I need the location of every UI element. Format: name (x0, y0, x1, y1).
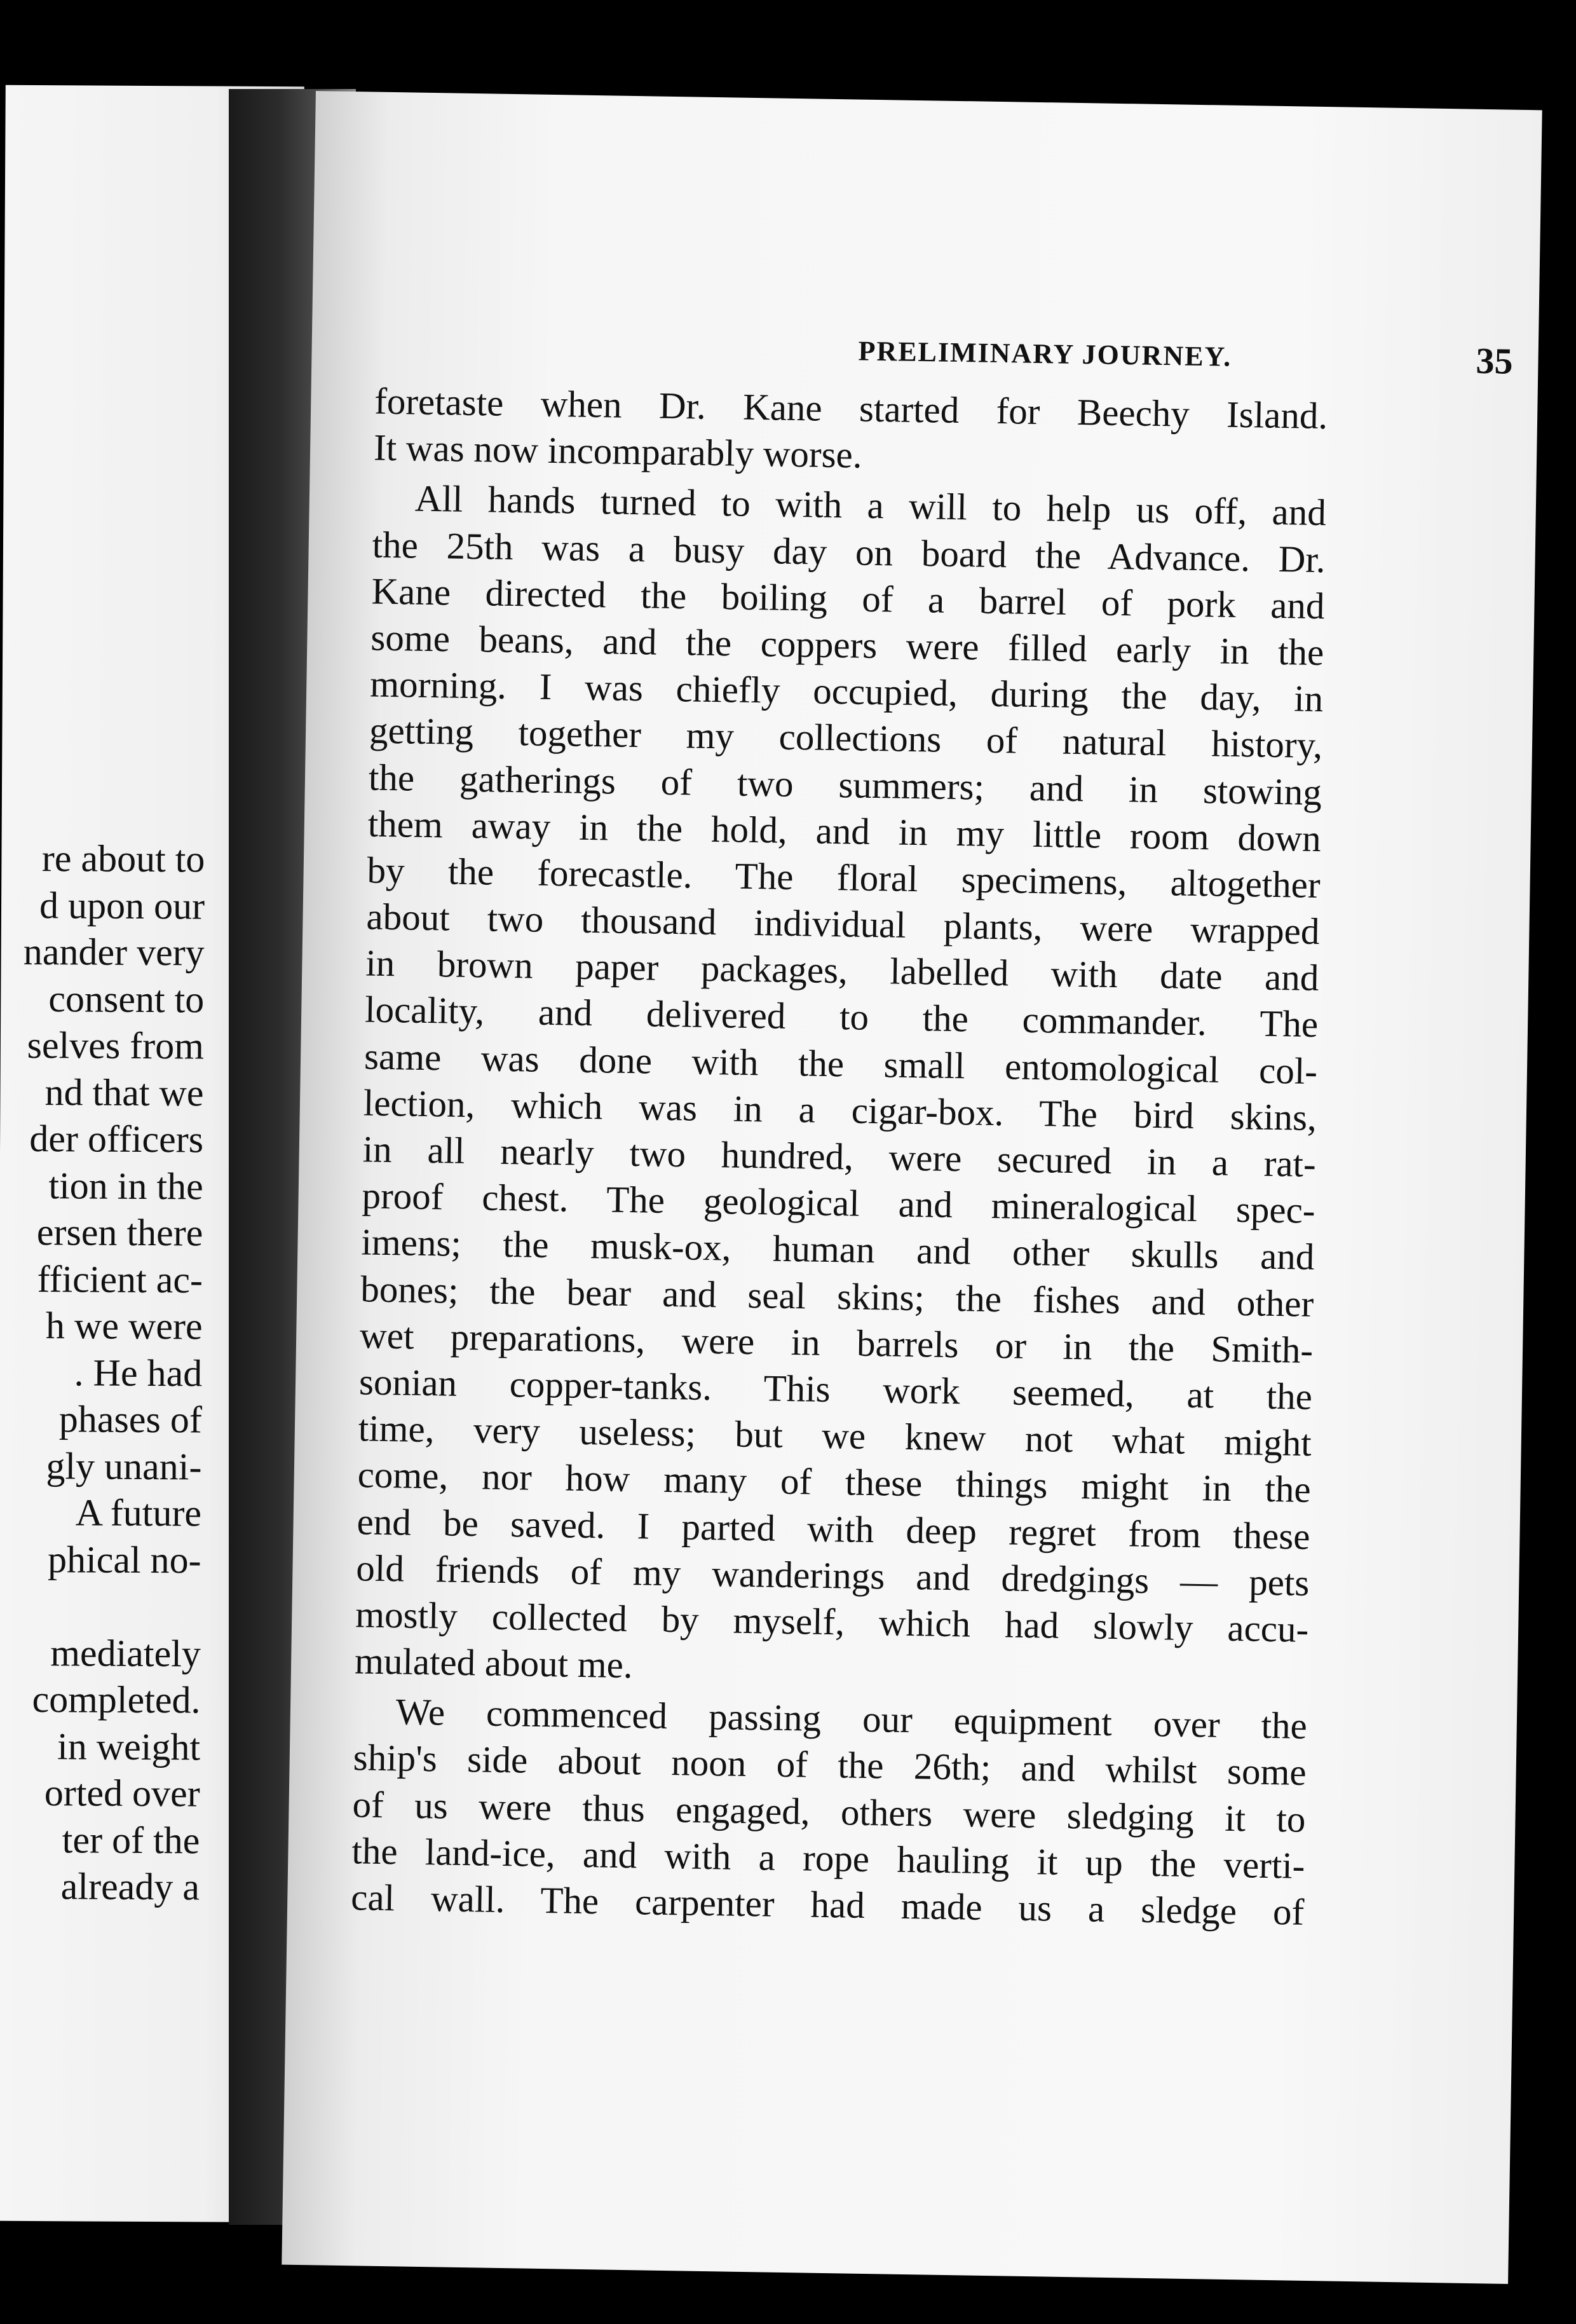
text-line: come, nor how many of these things might in the (357, 1453, 1312, 1511)
text-line: the land-ice, and with a rope hauling it up the verti- (351, 1829, 1305, 1887)
left-line: mediately (50, 1631, 201, 1674)
text-line: cal wall. The carpenter had made us a sledge of (350, 1876, 1305, 1933)
left-line: ersen there (36, 1211, 203, 1254)
left-line: phical no- (47, 1538, 201, 1581)
right-page (282, 91, 1542, 2284)
left-line: consent to (48, 977, 205, 1020)
text-line: time, very useless; but we knew not what might (358, 1407, 1312, 1465)
left-line: already a (60, 1865, 200, 1908)
left-line: completed. (32, 1678, 201, 1721)
text-line: proof chest. The geological and mineralogical spec- (362, 1174, 1316, 1232)
text-line: the gatherings of two summers; and in stowing (368, 755, 1322, 813)
left-line: orted over (44, 1772, 200, 1815)
text-line: in brown paper packages, labelled with date and (365, 941, 1319, 999)
left-page-text (0, 835, 205, 1911)
text-line: Kane directed the boiling of a barrel of pork and (371, 570, 1325, 627)
left-line: A future (75, 1491, 202, 1535)
text-line: morning. I was chiefly occupied, during the day, in (369, 662, 1324, 720)
left-line: h we were (45, 1304, 203, 1348)
left-line (0, 1583, 201, 1630)
text-line: in all nearly two hundred, were secured in a rat- (362, 1128, 1317, 1185)
left-line: in weight (57, 1725, 201, 1768)
text-line: by the forecastle. The floral specimens, altogether (367, 849, 1321, 906)
running-head: PRELIMINARY JOURNEY. (858, 335, 1232, 373)
text-line: same was done with the small entomological col- (363, 1035, 1318, 1092)
left-line: re about to (41, 837, 205, 880)
left-line: d upon our (39, 884, 205, 927)
text-line: them away in the hold, and in my little room down (367, 802, 1322, 859)
left-line: nander very (23, 930, 205, 974)
text-line: getting together my collections of natural history, (369, 709, 1323, 767)
left-line: tion in the (48, 1164, 203, 1207)
left-line: phases of (58, 1398, 202, 1441)
left-line: der officers (29, 1118, 204, 1161)
text-line: lection, which was in a cigar-box. The bird skins, (363, 1081, 1317, 1138)
text-line: It was now incomparably worse. (373, 426, 863, 476)
text-line: end be saved. I parted with deep regret from these (357, 1500, 1310, 1557)
text-line: All hands turned to with a will to help us off, and (414, 477, 1327, 534)
text-line: the 25th was a busy day on board the Advance. Dr. (372, 523, 1326, 580)
left-line: . He had (74, 1351, 203, 1394)
text-line: locality, and delivered to the commander. The (364, 988, 1319, 1046)
text-line: imens; the musk-ox, human and other skulls and (361, 1220, 1315, 1278)
text-line: mostly collected by myself, which had slowly accu- (355, 1593, 1309, 1650)
page-number: 35 (1476, 339, 1514, 382)
left-line: nd that we (44, 1070, 204, 1114)
text-line: sonian copper-tanks. This work seemed, at the (358, 1360, 1313, 1418)
body-text (351, 378, 1328, 1936)
text-line: some beans, and the coppers were filled early in the (370, 616, 1324, 674)
text-line: mulated about me. (354, 1639, 634, 1686)
text-line: about two thousand individual plants, were wrapped (366, 895, 1320, 953)
left-line: ter of the (62, 1818, 200, 1861)
text-line: bones; the bear and seal skins; the fishes and other (360, 1267, 1314, 1325)
text-line: We commenced passing our equipment over the (395, 1690, 1308, 1747)
text-line: of us were thus engaged, others were sledging it to (352, 1782, 1306, 1840)
left-line: gly unani- (46, 1444, 202, 1487)
text-line: foretaste when Dr. Kane started for Beechy Island. (374, 379, 1328, 437)
left-line: fficient ac- (37, 1257, 203, 1301)
left-line: selves from (27, 1023, 205, 1067)
text-line: wet preparations, were in barrels or in the Smith- (359, 1314, 1314, 1371)
page-header (502, 323, 1513, 390)
text-line: ship's side about noon of the 26th; and whilst some (353, 1736, 1307, 1794)
text-line: old friends of my wanderings and dredgings — pets (355, 1547, 1310, 1604)
